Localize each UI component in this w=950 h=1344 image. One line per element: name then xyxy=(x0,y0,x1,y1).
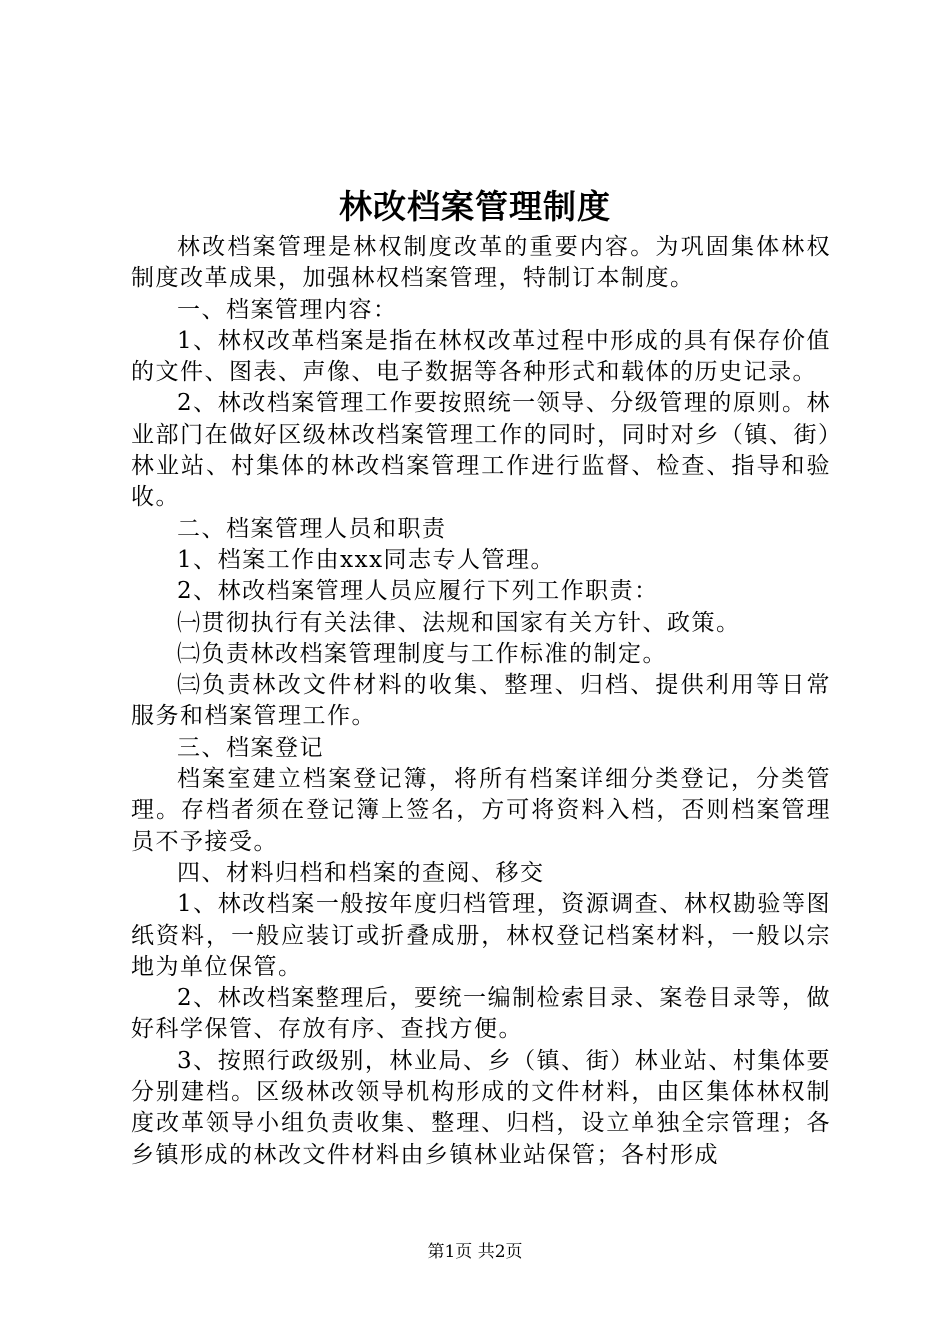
document-title: 林改档案管理制度 xyxy=(339,187,611,226)
paragraph: 1、档案工作由xxx同志专人管理。 xyxy=(177,546,556,573)
paragraph: ㈢负责林改文件材料的收集、整理、归档、提供利用等日常服务和档案管理工作。 xyxy=(131,672,831,730)
section-heading: 三、档案登记 xyxy=(177,734,324,761)
paragraph: 2、林改档案管理人员应履行下列工作职责： xyxy=(177,578,659,605)
paragraph: 1、林权改革档案是指在林权改革过程中形成的具有保存价值的文件、图表、声像、电子数据等各种形式和载体的历史记录。 xyxy=(131,327,831,386)
paragraph: ㈡负责林改档案管理制度与工作标准的制定。 xyxy=(177,640,667,667)
paragraph: 2、林改档案整理后，要统一编制检索目录、案卷目录等，做好科学保管、存放有序、查找方便。 xyxy=(131,985,831,1043)
paragraph: ㈠贯彻执行有关法律、法规和国家有关方针、政策。 xyxy=(177,609,741,636)
document-body xyxy=(131,232,831,1171)
section-heading: 一、档案管理内容： xyxy=(177,296,398,323)
paragraph: 档案室建立档案登记簿，将所有档案详细分类登记，分类管理。存档者须在登记簿上签名，方可将资料入档，否则档案管理员不予接受。 xyxy=(131,766,831,855)
page-number-footer: 第1页 共2页 xyxy=(427,1242,523,1262)
paragraph: 林改档案管理是林权制度改革的重要内容。为巩固集体林权制度改革成果，加强林权档案管理，特制订本制度。 xyxy=(131,234,831,292)
paragraph: 2、林改档案管理工作要按照统一领导、分级管理的原则。林业部门在做好区级林改档案管理工作的同时，同时对乡（镇、街）林业站、村集体的林改档案管理工作进行监督、检查、指导和验收。 xyxy=(131,390,831,511)
section-heading: 二、档案管理人员和职责 xyxy=(177,515,447,542)
paragraph: 1、林改档案一般按年度归档管理，资源调查、林权勘验等图纸资料，一般应装订或折叠成册，林权登记档案材料，一般以宗地为单位保管。 xyxy=(131,891,831,980)
section-heading: 四、材料归档和档案的查阅、移交 xyxy=(177,859,545,886)
paragraph: 3、按照行政级别，林业局、乡（镇、街）林业站、村集体要分别建档。区级林改领导机构形成的文件材料，由区集体林权制度改革领导小组负责收集、整理、归档，设立单独全宗管理；各乡镇形成的林改文件材料由乡镇林业站保管；各村形成 xyxy=(131,1047,831,1168)
